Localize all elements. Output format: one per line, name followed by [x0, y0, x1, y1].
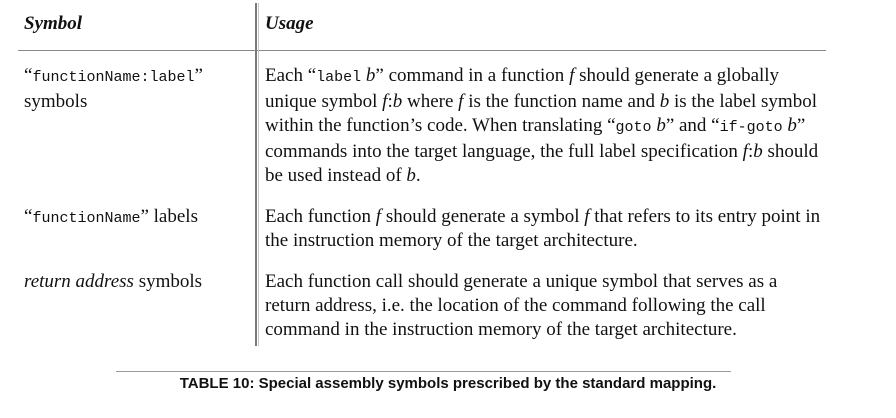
header-divider: [18, 50, 826, 51]
row2-usage-cell: Each function f should generate a symbol f that refers to its entry point in the instruction memory of the target architecture.: [265, 206, 821, 251]
column-divider: [255, 3, 257, 346]
caption-rule: [116, 371, 731, 372]
row1-symbol-cell: “functionName:label” symbols: [24, 65, 203, 112]
function-name-code: functionName: [32, 210, 141, 227]
row2-symbol-cell: “functionName” labels: [24, 206, 198, 227]
table-caption: TABLE 10: Special assembly symbols prescribed by the standard mapping.: [179, 375, 717, 392]
function-label-code: functionName:label: [32, 69, 195, 86]
row3-symbol-cell: return address symbols: [24, 271, 203, 292]
column-header-usage: Usage: [265, 13, 314, 34]
row3-usage-cell: Each function call should generate a unique symbol that serves as a return address, i.e. the location of the command following the call command in the instruction memory of the target architecture.: [265, 271, 778, 340]
row1-usage-cell: Each “label b” command in a function f should generate a globally unique symbol f:b where f is the function name and b is the label symbol within the function’s code. When translating “goto b” and “if-goto b” commands into the target language, the full label specification f:b should be used instead of b.: [265, 65, 819, 186]
column-header-symbol: Symbol: [24, 13, 83, 34]
